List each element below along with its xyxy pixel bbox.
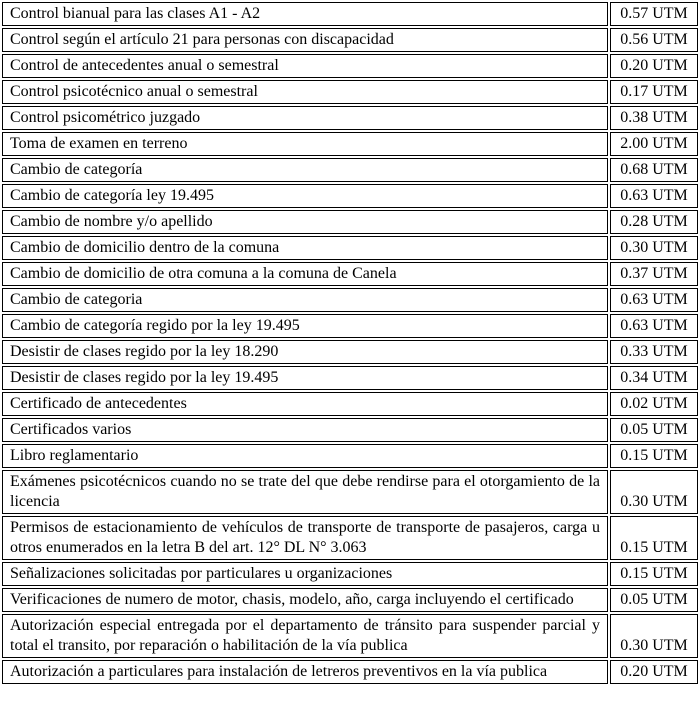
- fee-value: 0.57 UTM: [610, 2, 698, 26]
- fee-description: Exámenes psicotécnicos cuando no se trate del que debe rendirse para el otorgamiento de la licencia: [2, 470, 608, 514]
- table-row: [2, 516, 698, 560]
- table-row: [2, 562, 698, 586]
- table-row: [2, 262, 698, 286]
- fee-value: 2.00 UTM: [610, 132, 698, 156]
- fee-value: 0.37 UTM: [610, 262, 698, 286]
- table-row: [2, 366, 698, 390]
- fee-description: Certificados varios: [2, 418, 608, 442]
- fee-value: 0.28 UTM: [610, 210, 698, 234]
- fee-value: 0.30 UTM: [610, 614, 698, 658]
- fee-value: 0.68 UTM: [610, 158, 698, 182]
- fee-description: Cambio de categoría regido por la ley 19.495: [2, 314, 608, 338]
- fee-value: 0.38 UTM: [610, 106, 698, 130]
- table-row: [2, 80, 698, 104]
- table-row: [2, 106, 698, 130]
- table-row: [2, 158, 698, 182]
- table-row: [2, 210, 698, 234]
- fee-description: Cambio de categoría ley 19.495: [2, 184, 608, 208]
- fee-value: 0.15 UTM: [610, 444, 698, 468]
- fee-value: 0.63 UTM: [610, 184, 698, 208]
- table-row: [2, 614, 698, 658]
- fee-description: Cambio de domicilio dentro de la comuna: [2, 236, 608, 260]
- fee-value: 0.63 UTM: [610, 314, 698, 338]
- fee-description: Certificado de antecedentes: [2, 392, 608, 416]
- fee-value: 0.34 UTM: [610, 366, 698, 390]
- table-row: [2, 660, 698, 684]
- fee-value: 0.20 UTM: [610, 660, 698, 684]
- table-row: [2, 444, 698, 468]
- fee-description: Control psicotécnico anual o semestral: [2, 80, 608, 104]
- fee-value: 0.20 UTM: [610, 54, 698, 78]
- table-row: [2, 54, 698, 78]
- fee-description: Verificaciones de numero de motor, chasis, modelo, año, carga incluyendo el certificado: [2, 588, 608, 612]
- table-row: [2, 2, 698, 26]
- fee-description: Cambio de categoría: [2, 158, 608, 182]
- fee-value: 0.15 UTM: [610, 562, 698, 586]
- table-row: [2, 132, 698, 156]
- fee-value: 0.05 UTM: [610, 418, 698, 442]
- fee-value: 0.02 UTM: [610, 392, 698, 416]
- fee-description: Toma de examen en terreno: [2, 132, 608, 156]
- fee-value: 0.30 UTM: [610, 470, 698, 514]
- fee-description: Cambio de categoria: [2, 288, 608, 312]
- table-row: [2, 236, 698, 260]
- fee-value: 0.30 UTM: [610, 236, 698, 260]
- fee-description: Cambio de nombre y/o apellido: [2, 210, 608, 234]
- table-row: [2, 28, 698, 52]
- table-row: [2, 418, 698, 442]
- table-row: [2, 470, 698, 514]
- fee-description: Control según el artículo 21 para personas con discapacidad: [2, 28, 608, 52]
- table-row: [2, 184, 698, 208]
- fee-description: Desistir de clases regido por la ley 19.495: [2, 366, 608, 390]
- fee-value: 0.33 UTM: [610, 340, 698, 364]
- fee-description: Libro reglamentario: [2, 444, 608, 468]
- fee-description: Control bianual para las clases A1 - A2: [2, 2, 608, 26]
- fee-value: 0.56 UTM: [610, 28, 698, 52]
- fee-description: Permisos de estacionamiento de vehículos de transporte de transporte de pasajeros, carga u otros enumerados en la letra B del art. 12° DL N° 3.063: [2, 516, 608, 560]
- fee-description: Autorización a particulares para instalación de letreros preventivos en la vía publica: [2, 660, 608, 684]
- fee-description: Control psicométrico juzgado: [2, 106, 608, 130]
- fee-value: 0.63 UTM: [610, 288, 698, 312]
- fee-description: Autorización especial entregada por el departamento de tránsito para suspender parcial y total el transito, por reparación o habilitación de la vía publica: [2, 614, 608, 658]
- fee-description: Cambio de domicilio de otra comuna a la comuna de Canela: [2, 262, 608, 286]
- table-row: [2, 340, 698, 364]
- fee-description: Desistir de clases regido por la ley 18.290: [2, 340, 608, 364]
- fee-value: 0.15 UTM: [610, 516, 698, 560]
- fee-value: 0.17 UTM: [610, 80, 698, 104]
- fee-description: Señalizaciones solicitadas por particulares u organizaciones: [2, 562, 608, 586]
- fee-description: Control de antecedentes anual o semestral: [2, 54, 608, 78]
- table-row: [2, 392, 698, 416]
- fees-table-body: [2, 2, 698, 684]
- fee-value: 0.05 UTM: [610, 588, 698, 612]
- table-row: [2, 288, 698, 312]
- table-row: [2, 314, 698, 338]
- table-row: [2, 588, 698, 612]
